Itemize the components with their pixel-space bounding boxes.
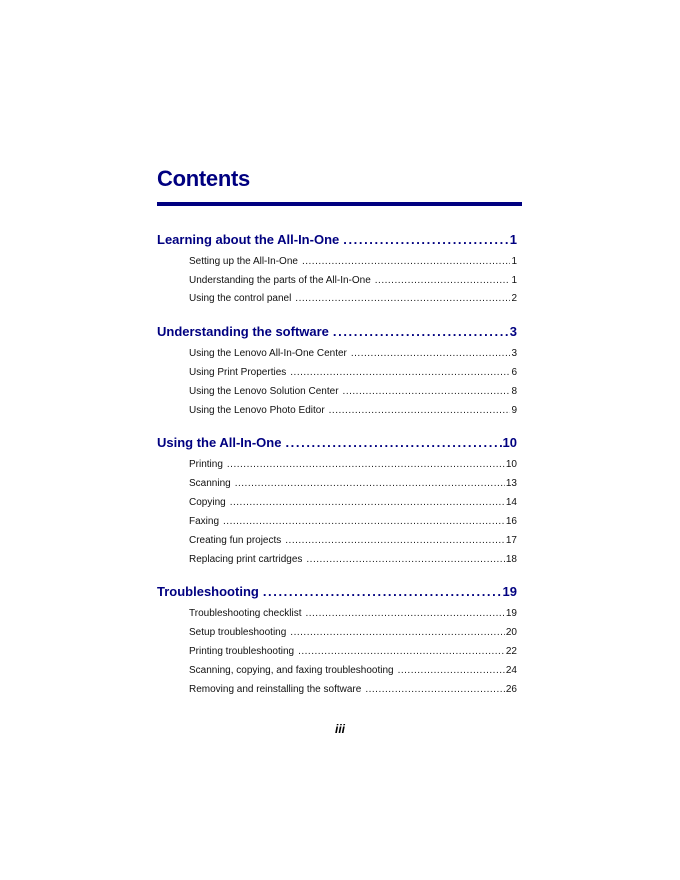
toc-entry[interactable] [189,459,517,470]
toc-entry-page: 6 [511,367,517,378]
toc-entry-label: Understanding the parts of the All-In-One [189,275,371,286]
page-number: iii [334,722,345,736]
toc-entry-label: Removing and reinstalling the software [189,684,362,695]
toc-entry-page: 1 [511,256,517,267]
toc-entry-label: Using the Lenovo Photo Editor [189,405,325,416]
toc-chapter-page: 10 [502,435,517,450]
toc-entry[interactable] [189,497,517,508]
toc-leader [306,554,504,565]
toc-leader [223,516,505,527]
page-title: Contents [157,166,250,191]
toc-leader [290,367,510,378]
toc-entry[interactable] [189,293,517,304]
toc-entry-label: Copying [189,497,226,508]
toc-entry-label: Using the Lenovo Solution Center [189,386,339,397]
toc-leader [351,348,511,359]
toc-entry-label: Using the control panel [189,293,292,304]
toc-entry[interactable] [189,665,517,676]
toc-leader [285,535,505,546]
toc-entry-page: 9 [511,405,517,416]
toc-chapter-page: 19 [502,584,517,599]
toc-entry-label: Scanning [189,478,231,489]
toc-entry-page: 8 [511,386,517,397]
toc-entry-label: Printing [189,459,223,470]
toc-leader [343,386,511,397]
toc-entry-label: Using the Lenovo All-In-One Center [189,348,347,359]
toc-entry-label: Faxing [189,516,220,527]
toc-entry-page: 14 [505,497,517,508]
toc-entry-label: Using Print Properties [189,367,287,378]
toc-leader [305,608,504,619]
toc-chapter-learning[interactable] [157,232,517,247]
toc-leader [302,256,510,267]
toc-entry-page: 3 [511,348,517,359]
toc-chapter-troubleshooting[interactable] [157,584,517,599]
toc-chapter-label: Using the All-In-One [157,435,282,450]
toc-entry-label: Replacing print cartridges [189,554,303,565]
toc-leader [365,684,505,695]
toc-leader [398,665,505,676]
toc-entry-page: 18 [505,554,517,565]
toc-entry[interactable] [189,367,517,378]
toc-leader [329,405,511,416]
toc-entry-page: 17 [505,535,517,546]
toc-entry-label: Setting up the All-In-One [189,256,298,267]
toc-entry-label: Setup troubleshooting [189,627,287,638]
toc-entry-page: 19 [505,608,517,619]
toc-entry-page: 16 [505,516,517,527]
toc-chapter-label: Troubleshooting [157,584,259,599]
toc-entry-label: Printing troubleshooting [189,646,295,657]
toc-leader [230,497,505,508]
toc-entry-page: 10 [505,459,517,470]
toc-entry-page: 1 [511,275,517,286]
toc-entry[interactable] [189,627,517,638]
toc-entry[interactable] [189,386,517,397]
toc-entry[interactable] [189,608,517,619]
toc-chapter-page: 1 [509,232,517,247]
toc-entry-page: 13 [505,478,517,489]
toc-leader [298,646,505,657]
toc-entry[interactable] [189,405,517,416]
toc-entry-page: 20 [505,627,517,638]
toc-chapter-using[interactable] [157,435,517,450]
toc-entry[interactable] [189,516,517,527]
toc-entry[interactable] [189,554,517,565]
toc-chapter-software[interactable] [157,324,517,339]
toc-entry-page: 26 [505,684,517,695]
toc-entry-page: 22 [505,646,517,657]
toc-entry[interactable] [189,646,517,657]
toc-chapter-label: Understanding the software [157,324,329,339]
title-rule [157,202,522,206]
toc-entry-label: Troubleshooting checklist [189,608,302,619]
toc-entry-label: Scanning, copying, and faxing troubleshooting [189,665,394,676]
toc-leader [343,232,509,247]
toc-leader [295,293,510,304]
toc-leader [235,478,505,489]
toc-leader [285,435,501,450]
toc-entry[interactable] [189,275,517,286]
toc-leader [375,275,511,286]
toc-entry[interactable] [189,478,517,489]
toc-leader [333,324,509,339]
toc-chapter-page: 3 [509,324,517,339]
toc-leader [290,627,505,638]
toc-leader [227,459,505,470]
toc-entry[interactable] [189,256,517,267]
toc-entry-page: 2 [511,293,517,304]
toc-entry[interactable] [189,535,517,546]
toc-entry[interactable] [189,684,517,695]
toc-entry-label: Creating fun projects [189,535,282,546]
toc-chapter-label: Learning about the All-In-One [157,232,340,247]
toc-entry[interactable] [189,348,517,359]
toc-entry-page: 24 [505,665,517,676]
toc-leader [263,584,502,599]
